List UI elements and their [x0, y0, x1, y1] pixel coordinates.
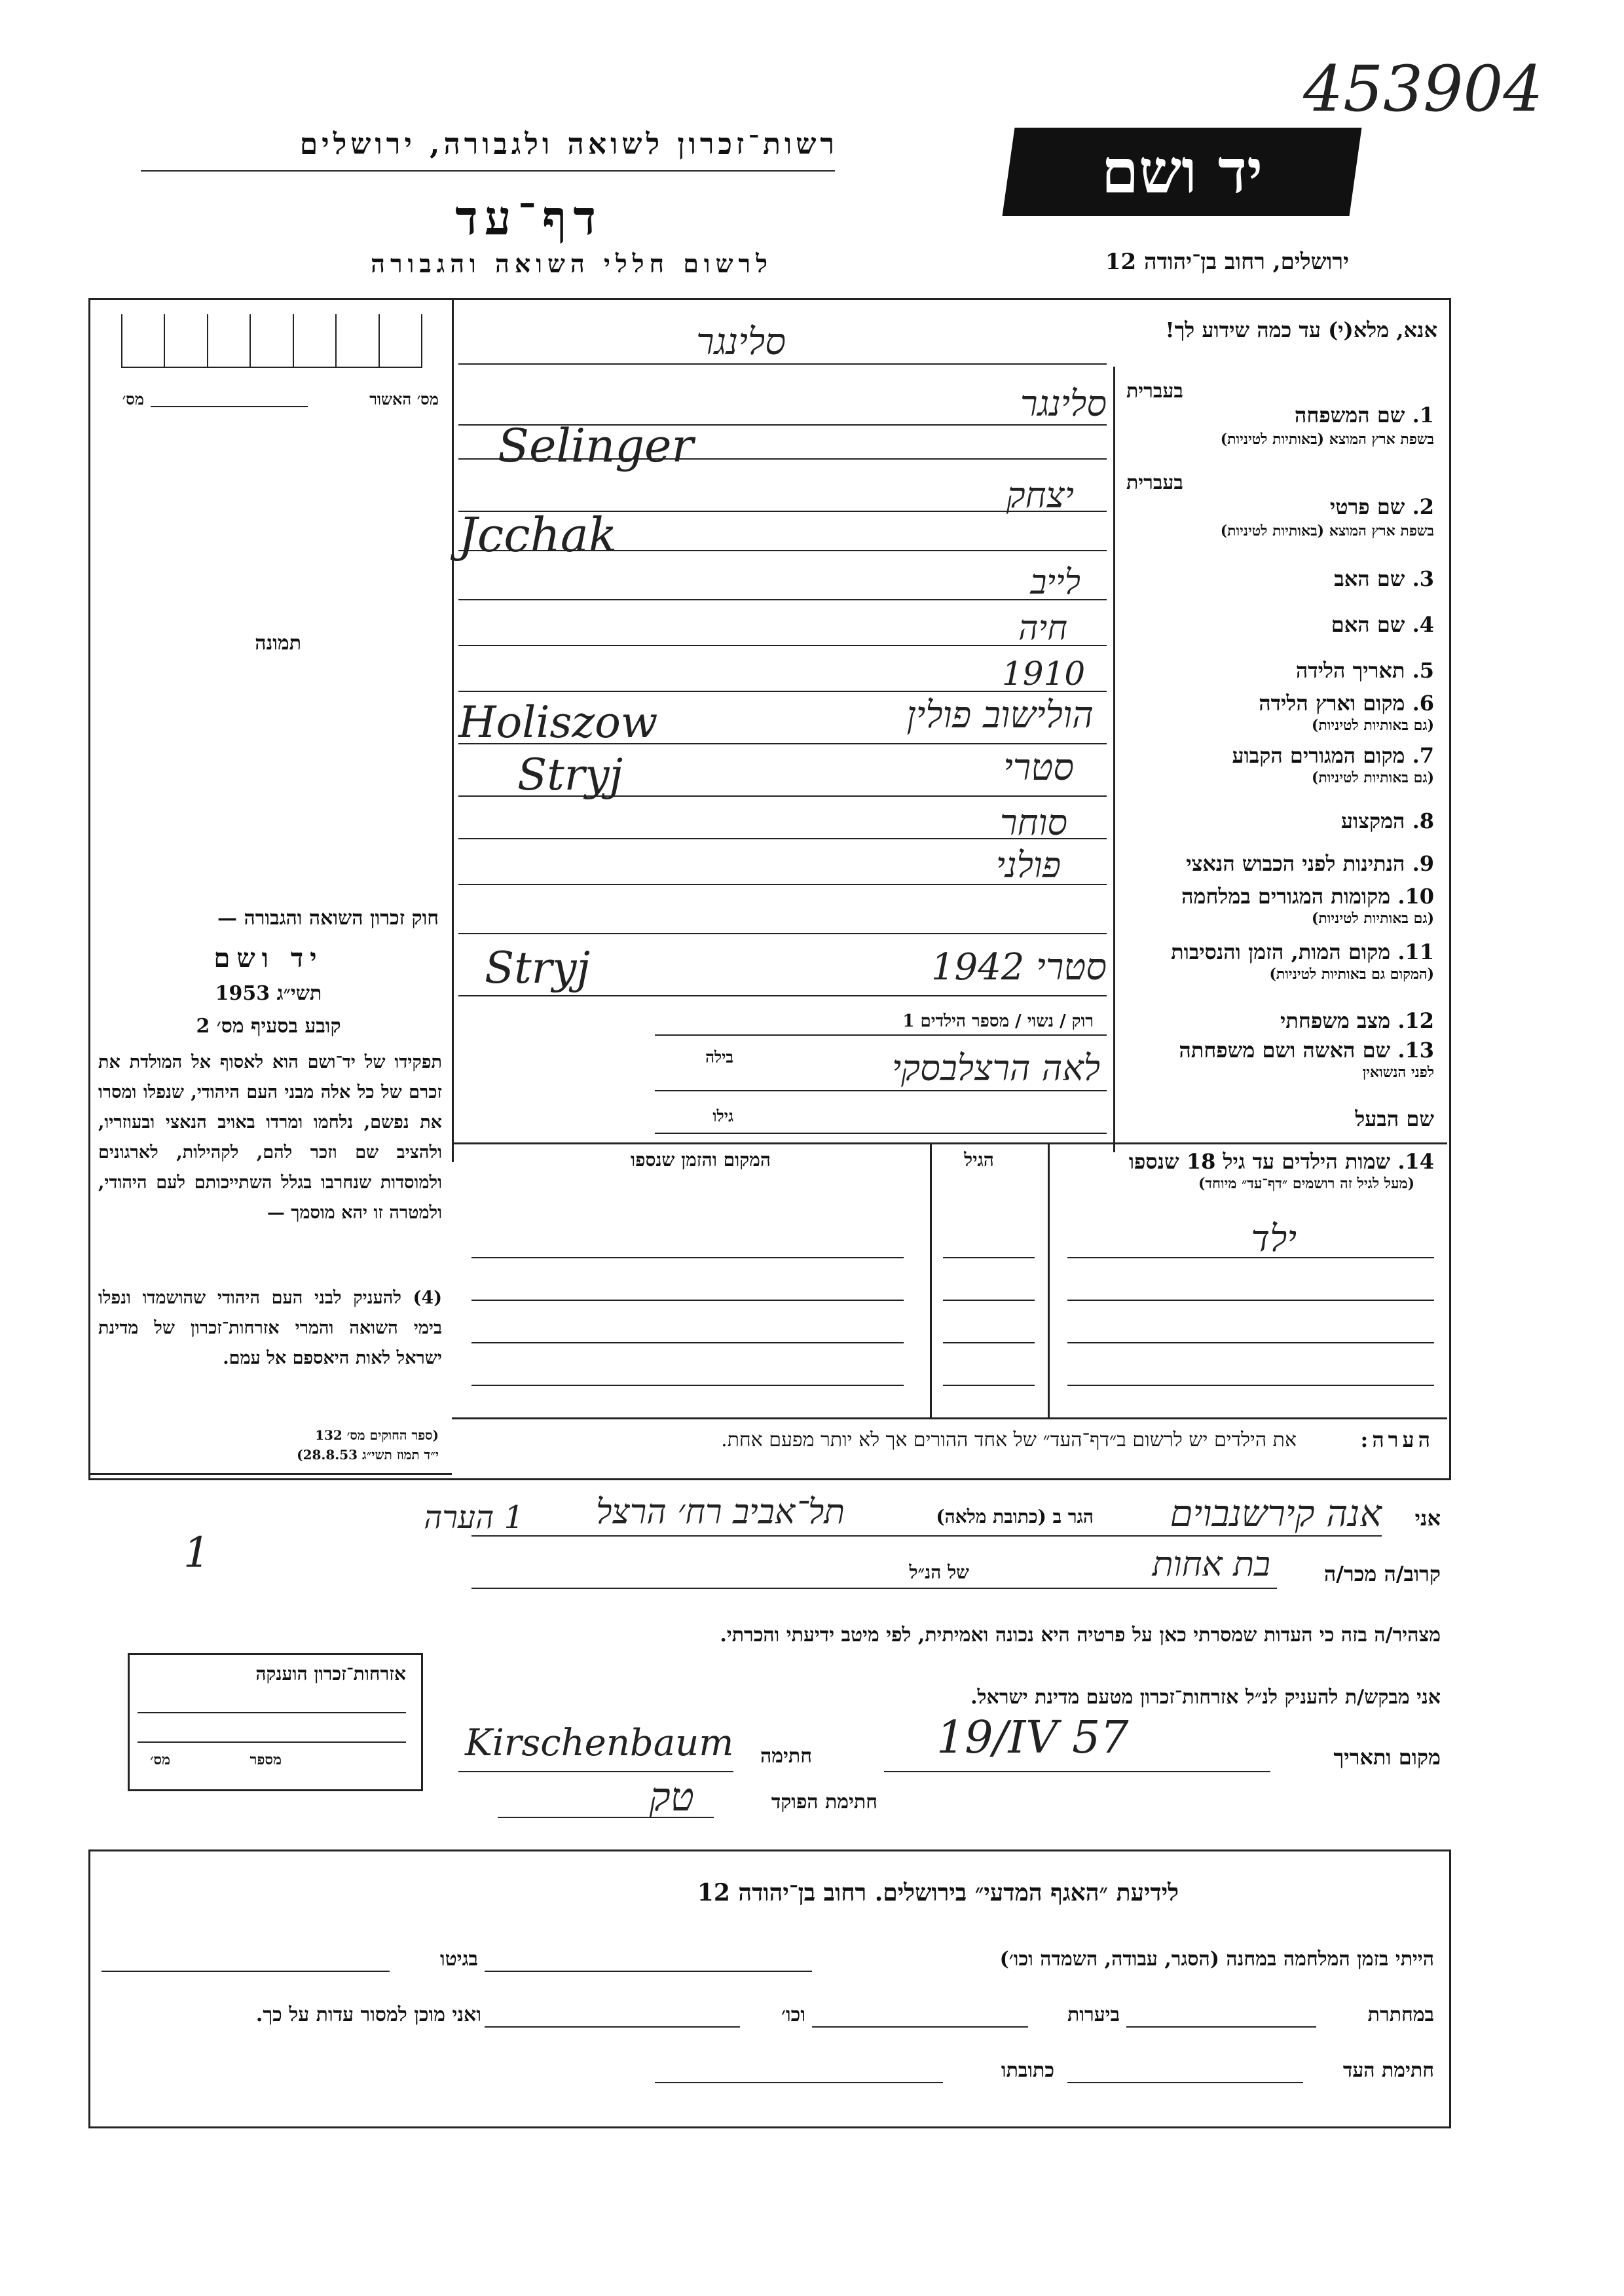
law-clause: קובע בסעיף מס׳ 2	[196, 1015, 341, 1038]
relative-label: קרוב/ה מכר/ה	[1323, 1561, 1441, 1586]
signature-value: Kirschenbaum	[465, 1722, 734, 1764]
field12-value: רוק / נשוי / מספר הילדים 1	[902, 1011, 1094, 1031]
field4-value: חיה	[1018, 609, 1067, 648]
address: ירושלים, רחוב בן־יהודה 12	[1105, 249, 1349, 275]
field7-sub: (גם באותיות לטיניות)	[1311, 769, 1434, 786]
approval-label: מס׳ האשור	[369, 390, 439, 409]
resident-label: הגר ב (כתובת מלאה)	[936, 1506, 1094, 1527]
field6-value-heb: הולישוב פולין	[906, 694, 1094, 737]
field2-heb-tag: בעברית	[1126, 471, 1183, 494]
field11-sub: (המקום גם באותיות לטיניות)	[1269, 966, 1434, 983]
husband-label: שם הבעל	[1355, 1106, 1434, 1131]
field11-value-lat: Stryj	[485, 943, 591, 993]
law-text-2: (4) להעניק לבני העם היהודי שהושמדו ונפלו בימי השואה והמרי אזרחות־זכרון של מדינת ישראל לאות היאספם אל עמם.	[98, 1288, 442, 1368]
of-label: של הנ״ל	[909, 1561, 969, 1583]
top-hand-name: סלינגר	[696, 321, 786, 363]
field3-label: 3. שם האב	[1334, 566, 1434, 591]
citizenship-no-label: מספר	[249, 1751, 282, 1768]
logo-text: יד ושם	[1101, 136, 1263, 207]
husband-suffix: גילו	[712, 1106, 733, 1125]
declarant-address: תל־אביב רח׳ הרצל	[596, 1493, 845, 1532]
law-title: חוק זכרון השואה והגבורה —	[217, 907, 439, 930]
field13-sub: לפני הנשואין	[1362, 1064, 1434, 1081]
field4-label: 4. שם האם	[1331, 612, 1434, 637]
footer-line2-d: ואני מוכן למסור עדות על כך.	[255, 2003, 481, 2026]
file-number: 453904	[1303, 52, 1543, 126]
field9-value: פולני	[995, 845, 1061, 886]
field7-value-lat: Stryj	[517, 750, 623, 800]
field2-value-heb: יצחק	[1006, 475, 1074, 516]
yad-vashem-logo	[1003, 128, 1362, 216]
field13-value: לאה הרצלבסקי	[892, 1048, 1100, 1089]
col-age: הגיל	[964, 1149, 994, 1171]
field3-value: לייב	[1030, 563, 1080, 602]
law-text: תפקידו של יד־ושם הוא לאסוף אל המולדת את זכרם של כל אלה מבני העם היהודי, שנפלו ומסרו את נפשם, נלחמו ומרדו באויב הנאצי ובעוזריו, ולהציב שם וזכר להם, לקהילות, לארגונים ולמוסדות שנחרבו בגלל השתייכותם לעם היהודי, ולמטרה זו יהא מוסמך —	[98, 1052, 442, 1223]
field7-value-heb: סטרי	[1003, 746, 1074, 789]
field13-suffix: בילה	[705, 1048, 733, 1066]
footer-line1-a: הייתי בזמן המלחמה במחנה (הסגר, עבודה, השמדה וכו׳)	[999, 1948, 1434, 1971]
intro-line	[458, 363, 1107, 365]
citizenship-no-2: מס׳	[150, 1751, 170, 1768]
child-value: ילד	[1251, 1218, 1297, 1260]
field13-label: 13. שם האשה ושם משפחתה	[1179, 1038, 1434, 1063]
field1-label: 1. שם המשפחה	[1294, 403, 1434, 428]
left-margin-value: 1 הערה	[424, 1499, 524, 1536]
field11-value-heb: סטרי 1942	[931, 946, 1107, 989]
footer-line3-b: כתובתו	[1001, 2059, 1054, 2082]
approval-line	[151, 406, 308, 407]
header-underline	[141, 170, 835, 172]
approval-boxes	[121, 314, 422, 368]
field2-sub: בשפת ארץ המוצא (באותיות לטיניות)	[1220, 522, 1434, 539]
footer-line2-c: וכו׳	[781, 2003, 805, 2026]
footer-line3-a: חתימת העד	[1342, 2059, 1434, 2082]
note-text: את הילדים יש לרשום ב״דף־העד״ של אחד ההורים אך לא יותר מפעם אחת.	[721, 1429, 1297, 1451]
field5-label: 5. תאריך הלידה	[1295, 658, 1434, 683]
footer-line2-b: ביערות	[1067, 2003, 1120, 2026]
law-year: תשי״ג 1953	[215, 982, 322, 1005]
field12-label: 12. מצב משפחתי	[1280, 1008, 1434, 1033]
footer-line2-a: במחתרת	[1367, 2003, 1434, 2026]
photo-label: תמונה	[255, 632, 301, 655]
declarant-name: אנה קירשנבוים	[1170, 1493, 1382, 1535]
form-subtitle: לרשום חללי השואה והגבורה	[371, 249, 773, 278]
signature-label: חתימה	[760, 1745, 812, 1768]
field1-value-heb: סלינגר	[1020, 383, 1107, 424]
field11-label: 11. מקום המות, הזמן והנסיבות	[1171, 939, 1434, 964]
field1-heb-tag: בעברית	[1126, 380, 1183, 403]
margin-one: 1	[183, 1529, 210, 1577]
law-name: יד ושם	[213, 943, 323, 974]
approval-no-label: מס׳	[122, 390, 144, 409]
place-date-label: מקום ותאריך	[1333, 1745, 1441, 1770]
official-value: טק	[649, 1774, 694, 1820]
field14-label: 14. שמות הילדים עד גיל 18 שנספו	[1128, 1149, 1434, 1174]
citizenship-box-title: אזרחות־זכרון הוענקה	[255, 1663, 406, 1685]
field1-sub: בשפת ארץ המוצא (באותיות לטיניות)	[1220, 431, 1434, 448]
field5-value: 1910	[1002, 655, 1086, 693]
note-label: הערה:	[1360, 1427, 1434, 1452]
intro-text: אנא, מלא(י) עד כמה שידוע לך!	[1165, 318, 1437, 342]
field8-value: סוחר	[999, 802, 1067, 843]
field9-label: 9. הנתינות לפני הכבוש הנאצי	[1186, 851, 1434, 876]
field7-label: 7. מקום המגורים הקבוע	[1232, 743, 1434, 768]
sidebar-divider	[452, 298, 454, 1162]
law-ref-2: י״ד תמוז תשי״ג 28.8.53)	[297, 1447, 439, 1463]
field1-value-lat: Selinger	[498, 419, 693, 473]
footer-line1-b: בגיטו	[439, 1948, 478, 1971]
footer-title: לידיעת ״האגף המדעי״ בירושלים. רחוב בן־יהודה 12	[697, 1879, 1179, 1906]
relation-value: בת אחות	[1152, 1545, 1270, 1584]
field2-label: 2. שם פרטי	[1329, 494, 1434, 519]
declare-text: מצהיר/ה בזה כי העדות שמסרתי כאן על פרטיה היא נכונה ואמיתית, לפי מיטב ידיעתי והכרתי.	[720, 1624, 1441, 1647]
field8-label: 8. המקצוע	[1340, 809, 1434, 833]
field2-value-lat: Jcchak	[458, 507, 618, 562]
field6-value-lat: Holiszow	[458, 697, 658, 748]
field6-sub: (גם באותיות לטיניות)	[1311, 717, 1434, 734]
col-place: המקום והזמן שנספו	[631, 1149, 771, 1171]
law-ref: (ספר החוקים מס׳ 132	[315, 1427, 439, 1443]
field14-sub: (מעל לגיל זה רושמים ״דף־עד״ מיוחד)	[1198, 1175, 1414, 1192]
field10-sub: (גם באותיות לטיניות)	[1311, 910, 1434, 927]
date-value: 19/IV 57	[936, 1712, 1129, 1764]
field10-label: 10. מקומות המגורים במלחמה	[1181, 884, 1434, 909]
request-text: אני מבקש/ת להעניק לנ״ל אזרחות־זכרון מטעם מדינת ישראל.	[970, 1686, 1441, 1709]
declarant-i-label: אני	[1414, 1506, 1441, 1531]
org-line: רשות־זכרון לשואה ולגבורה, ירושלים	[299, 128, 838, 161]
official-label: חתימת הפוקד	[771, 1791, 877, 1813]
form-title: דף־עד	[455, 190, 602, 246]
field6-label: 6. מקום וארץ הלידה	[1259, 691, 1434, 716]
label-column-divider	[1113, 367, 1115, 1152]
